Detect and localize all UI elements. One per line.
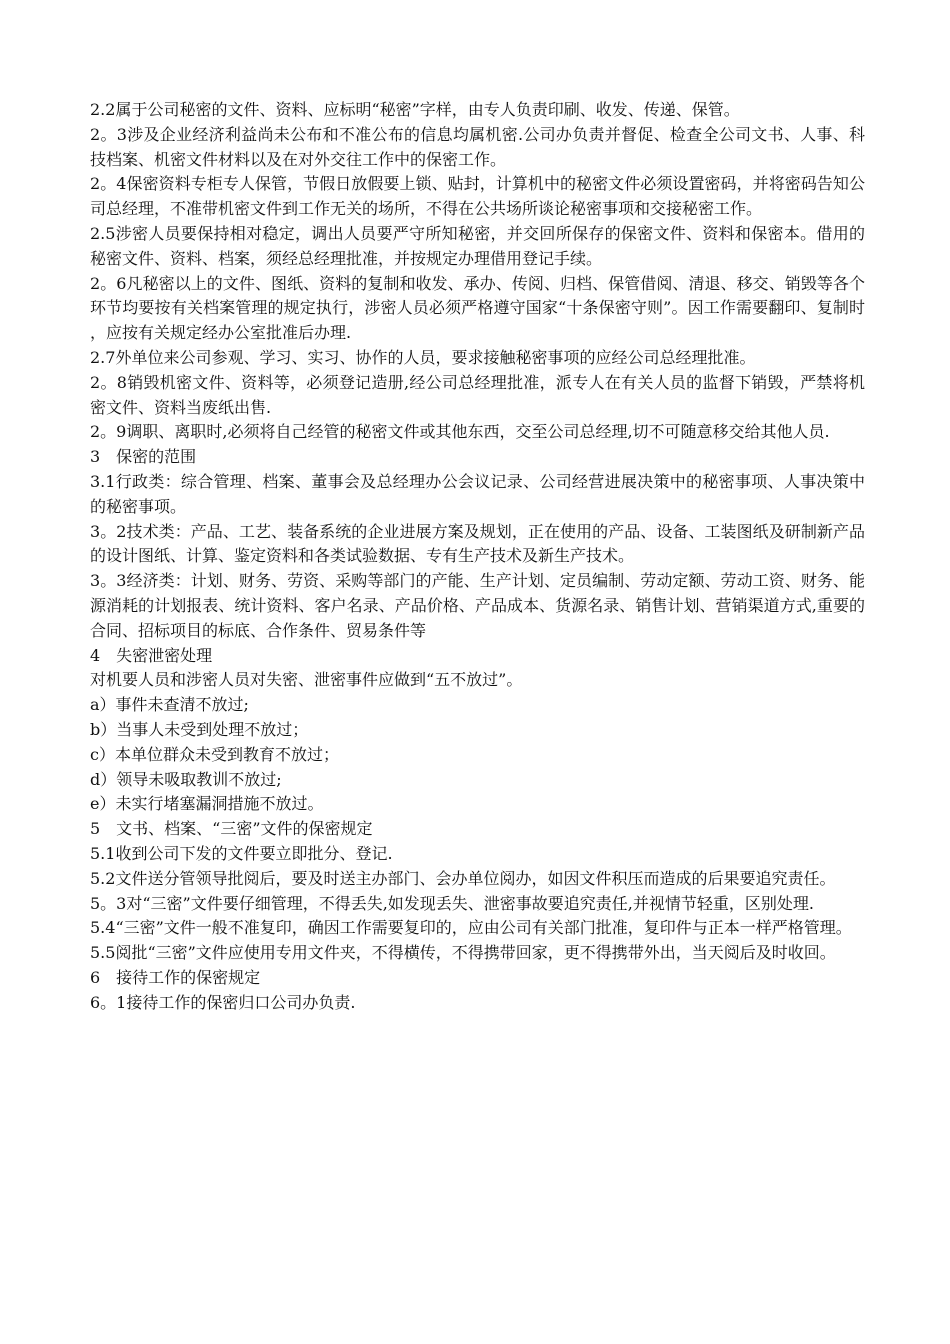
section-heading-5: 5 文书、档案、“三密”文件的保密规定 xyxy=(90,819,373,839)
paragraph-2-2: 2.2属于公司秘密的文件、资料、应标明“秘密”字样，由专人负责印刷、收发、传递、保管。 xyxy=(90,100,740,119)
paragraph-3-2: 3。2技术类：产品、工艺、装备系统的企业进展方案及规划，正在使用的产品、设备、工装图纸及研制新产品的设计图纸、计算、鉴定资料和各类试验数据、专有生产技术及新生产技术。 xyxy=(90,521,865,566)
paragraph-5-4: 5.4“三密”文件一般不准复印，确因工作需要复印的，应由公司有关部门批准，复印件与正本一样严格管理。 xyxy=(90,918,852,938)
section-heading-6: 6 接待工作的保密规定 xyxy=(90,967,261,987)
section-heading-4: 4 失密泄密处理 xyxy=(90,645,213,665)
paragraph-2-6: 2。6凡秘密以上的文件、图纸、资料的复制和收发、承办、传阅、归档、保管借阅、清退、移交、销毁等各个环节均要按有关档案管理的规定执行，涉密人员必须严格遵守国家“十条保密守则”。因工作需要翻印、复制时，应按有关规定经办公室批准后办理. xyxy=(90,273,865,343)
paragraph-2-9: 2。9调职、离职时,必须将自己经管的秘密文件或其他东西，交至公司总经理,切不可随意移交给其他人员. xyxy=(90,422,830,442)
list-item-a: a）事件未查清不放过; xyxy=(90,695,249,715)
list-item-b: b）当事人未受到处理不放过； xyxy=(90,719,309,739)
list-item-c: c）本单位群众未受到教育不放过； xyxy=(90,744,339,764)
paragraph-3-1: 3.1行政类：综合管理、档案、董事会及总经理办公会议记录、公司经营进展决策中的秘密事项、人事决策中的秘密事项。 xyxy=(90,471,865,516)
paragraph-2-5: 2.5涉密人员要保持相对稳定，调出人员要严守所知秘密，并交回所保存的保密文件、资料和保密本。借用的秘密文件、资料、档案，须经总经理批准，并按规定办理借用登记手续。 xyxy=(90,223,865,268)
paragraph-4-intro: 对机要人员和涉密人员对失密、泄密事件应做到“五不放过”。 xyxy=(90,670,523,690)
paragraph-5-3: 5。3对“三密”文件要仔细管理，不得丢失,如发现丢失、泄密事故要追究责任,并视情节轻重，区别处理. xyxy=(90,893,814,913)
paragraph-3-3: 3。3经济类：计划、财务、劳资、采购等部门的产能、生产计划、定员编制、劳动定额、劳动工资、财务、能源消耗的计划报表、统计资料、客户名录、产品价格、产品成本、货源名录、销售计划、营销渠道方式,重要的合同、招标项目的标底、合作条件、贸易条件等 xyxy=(90,571,865,640)
paragraph-2-3: 2。3涉及企业经济利益尚未公布和不准公布的信息均属机密.公司办负责并督促、检查全公司文书、人事、科技档案、机密文件材料以及在对外交往工作中的保密工作。 xyxy=(90,124,865,169)
paragraph-2-7: 2.7外单位来公司参观、学习、实习、协作的人员，要求接触秘密事项的应经公司总经理批准。 xyxy=(90,347,756,367)
section-heading-3: 3 保密的范围 xyxy=(90,447,197,467)
list-item-d: d）领导未吸取教训不放过; xyxy=(90,769,282,789)
paragraph-5-5: 5.5阅批“三密”文件应使用专用文件夹，不得横传，不得携带回家，更不得携带外出，当天阅后及时收回。 xyxy=(90,943,836,963)
document-page xyxy=(90,98,865,1015)
paragraph-5-1: 5.1收到公司下发的文件要立即批分、登记. xyxy=(90,843,393,863)
paragraph-2-4: 2。4保密资料专柜专人保管，节假日放假要上锁、贴封，计算机中的秘密文件必须设置密码，并将密码告知公司总经理，不准带机密文件到工作无关的场所，不得在公共场所谈论秘密事项和交接秘密工作。 xyxy=(90,174,865,219)
paragraph-2-8: 2。8销毁机密文件、资料等，必须登记造册,经公司总经理批准，派专人在有关人员的监督下销毁，严禁将机密文件、资料当废纸出售. xyxy=(90,372,865,417)
paragraph-6-1: 6。1接待工作的保密归口公司办负责. xyxy=(90,992,356,1012)
paragraph-5-2: 5.2文件送分管领导批阅后，要及时送主办部门、会办单位阅办，如因文件积压而造成的后果要追究责任。 xyxy=(90,868,836,888)
list-item-e: e）未实行堵塞漏洞措施不放过。 xyxy=(90,794,324,814)
